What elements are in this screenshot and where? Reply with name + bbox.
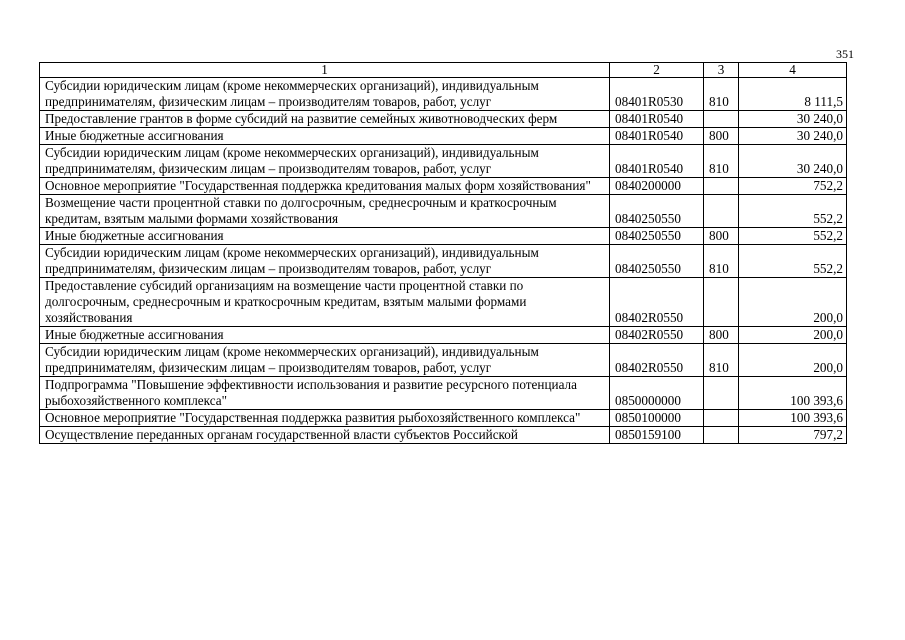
row-kind: 810 xyxy=(704,78,739,111)
table-row xyxy=(40,228,847,245)
row-amount: 30 240,0 xyxy=(739,128,847,145)
row-amount: 552,2 xyxy=(739,245,847,278)
row-code: 08401R0540 xyxy=(610,128,704,145)
row-code: 08401R0540 xyxy=(610,111,704,128)
budget-table xyxy=(39,62,847,444)
header-col-kind: 3 xyxy=(704,63,739,78)
header-col-amount: 4 xyxy=(739,63,847,78)
row-kind: 800 xyxy=(704,228,739,245)
row-kind: 810 xyxy=(704,145,739,178)
row-kind: 800 xyxy=(704,128,739,145)
row-name: Субсидии юридическим лицам (кроме некоммерческих организаций), индивидуальным предпринимателям, физическим лицам – производителям товаров, работ, услуг xyxy=(40,245,610,278)
row-amount: 200,0 xyxy=(739,344,847,377)
row-name: Предоставление грантов в форме субсидий на развитие семейных животноводческих ферм xyxy=(40,111,610,128)
row-name: Подпрограмма "Повышение эффективности использования и развитие ресурсного потенциала рыбохозяйственного комплекса" xyxy=(40,377,610,410)
row-name: Основное мероприятие "Государственная поддержка развития рыбохозяйственного комплекса" xyxy=(40,410,610,427)
table-row xyxy=(40,78,847,111)
table-row xyxy=(40,377,847,410)
table-row xyxy=(40,178,847,195)
row-code: 0850159100 xyxy=(610,427,704,444)
table-row xyxy=(40,245,847,278)
row-kind: 810 xyxy=(704,344,739,377)
row-name: Иные бюджетные ассигнования xyxy=(40,327,610,344)
row-kind xyxy=(704,377,739,410)
row-amount: 8 111,5 xyxy=(739,78,847,111)
table-row xyxy=(40,344,847,377)
row-amount: 100 393,6 xyxy=(739,410,847,427)
row-amount: 797,2 xyxy=(739,427,847,444)
table-row xyxy=(40,111,847,128)
table-row xyxy=(40,410,847,427)
row-name: Предоставление субсидий организациям на возмещение части процентной ставки по долгосрочным, среднесрочным и краткосрочным кредитам, взятым малыми формами хозяйствования xyxy=(40,278,610,327)
row-amount: 552,2 xyxy=(739,195,847,228)
row-kind xyxy=(704,410,739,427)
row-amount: 752,2 xyxy=(739,178,847,195)
row-name: Субсидии юридическим лицам (кроме некоммерческих организаций), индивидуальным предпринимателям, физическим лицам – производителям товаров, работ, услуг xyxy=(40,78,610,111)
table-row xyxy=(40,327,847,344)
row-code: 08402R0550 xyxy=(610,327,704,344)
row-name: Субсидии юридическим лицам (кроме некоммерческих организаций), индивидуальным предпринимателям, физическим лицам – производителям товаров, работ, услуг xyxy=(40,344,610,377)
table-row xyxy=(40,145,847,178)
row-name: Возмещение части процентной ставки по долгосрочным, среднесрочным и краткосрочным кредитам, взятым малыми формами хозяйствования xyxy=(40,195,610,228)
row-code: 0840200000 xyxy=(610,178,704,195)
row-code: 08402R0550 xyxy=(610,344,704,377)
row-code: 0840250550 xyxy=(610,228,704,245)
table-row xyxy=(40,427,847,444)
row-code: 08401R0540 xyxy=(610,145,704,178)
row-name: Иные бюджетные ассигнования xyxy=(40,228,610,245)
row-name: Осуществление переданных органам государственной власти субъектов Российской xyxy=(40,427,610,444)
table-header xyxy=(40,63,847,78)
page-number: 351 xyxy=(836,47,854,61)
row-name: Субсидии юридическим лицам (кроме некоммерческих организаций), индивидуальным предпринимателям, физическим лицам – производителям товаров, работ, услуг xyxy=(40,145,610,178)
header-col-name: 1 xyxy=(40,63,610,78)
row-name: Иные бюджетные ассигнования xyxy=(40,128,610,145)
table-row xyxy=(40,195,847,228)
row-kind xyxy=(704,178,739,195)
header-col-code: 2 xyxy=(610,63,704,78)
row-amount: 200,0 xyxy=(739,327,847,344)
row-amount: 200,0 xyxy=(739,278,847,327)
header-row xyxy=(40,63,847,78)
row-code: 0850100000 xyxy=(610,410,704,427)
table-row xyxy=(40,278,847,327)
row-amount: 30 240,0 xyxy=(739,111,847,128)
table-row xyxy=(40,128,847,145)
row-code: 0840250550 xyxy=(610,245,704,278)
row-kind xyxy=(704,111,739,128)
row-code: 08401R0530 xyxy=(610,78,704,111)
row-kind xyxy=(704,278,739,327)
row-kind: 800 xyxy=(704,327,739,344)
row-kind: 810 xyxy=(704,245,739,278)
row-kind xyxy=(704,195,739,228)
row-name: Основное мероприятие "Государственная поддержка кредитования малых форм хозяйствования" xyxy=(40,178,610,195)
row-code: 0840250550 xyxy=(610,195,704,228)
row-amount: 30 240,0 xyxy=(739,145,847,178)
row-amount: 100 393,6 xyxy=(739,377,847,410)
row-kind xyxy=(704,427,739,444)
row-code: 08402R0550 xyxy=(610,278,704,327)
row-code: 0850000000 xyxy=(610,377,704,410)
table-body xyxy=(40,78,847,444)
row-amount: 552,2 xyxy=(739,228,847,245)
